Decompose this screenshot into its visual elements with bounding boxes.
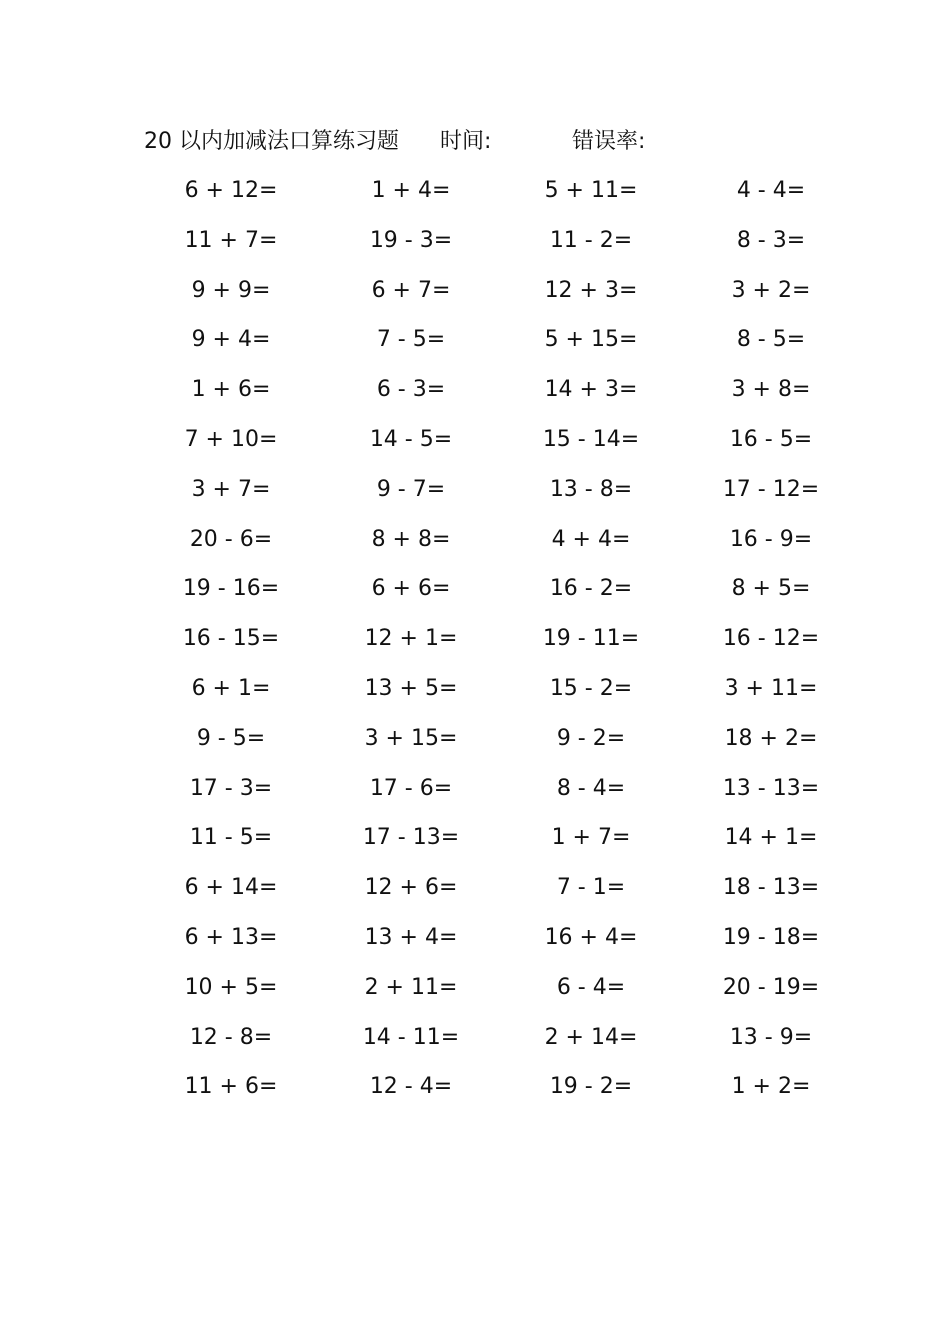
arithmetic-problem: 1 + 2= xyxy=(731,1074,811,1100)
arithmetic-problem: 20 - 6= xyxy=(189,526,273,552)
arithmetic-problem: 9 - 2= xyxy=(556,725,626,751)
problem-row xyxy=(140,971,820,1021)
problem-row xyxy=(140,1021,813,1071)
arithmetic-problem: 4 + 4= xyxy=(551,526,631,552)
arithmetic-problem: 6 - 4= xyxy=(556,974,626,1000)
problem-row xyxy=(140,622,820,672)
arithmetic-problem: 13 - 8= xyxy=(549,476,633,502)
arithmetic-problem: 15 - 14= xyxy=(542,426,640,452)
arithmetic-problem: 13 - 9= xyxy=(729,1024,813,1050)
problem-row xyxy=(140,174,806,224)
arithmetic-problem: 8 + 8= xyxy=(371,526,451,552)
arithmetic-problem: 8 - 4= xyxy=(556,775,626,801)
problem-row xyxy=(140,921,820,971)
arithmetic-problem: 14 + 1= xyxy=(724,825,818,851)
problem-row xyxy=(140,373,811,423)
arithmetic-problem: 11 + 7= xyxy=(184,227,278,253)
problem-row xyxy=(140,523,813,573)
arithmetic-problem: 15 - 2= xyxy=(549,675,633,701)
arithmetic-problem: 11 - 5= xyxy=(189,825,273,851)
arithmetic-problem: 18 + 2= xyxy=(724,725,818,751)
arithmetic-problem: 9 + 9= xyxy=(191,277,271,303)
arithmetic-problem: 12 - 4= xyxy=(369,1074,453,1100)
arithmetic-problem: 1 + 4= xyxy=(371,178,451,203)
problem-row xyxy=(140,274,811,324)
arithmetic-problem: 12 + 1= xyxy=(364,626,458,652)
problem-row xyxy=(140,224,806,274)
arithmetic-problem: 11 - 2= xyxy=(549,227,633,253)
problem-row xyxy=(140,672,818,722)
problem-row xyxy=(140,772,820,822)
arithmetic-problem: 19 - 2= xyxy=(549,1074,633,1100)
arithmetic-problem: 13 - 13= xyxy=(722,775,820,801)
arithmetic-problem: 16 - 15= xyxy=(182,626,280,652)
arithmetic-problem: 11 + 6= xyxy=(184,1074,278,1100)
arithmetic-problem: 12 + 3= xyxy=(544,277,638,303)
arithmetic-problem: 17 - 3= xyxy=(189,775,273,801)
problem-row xyxy=(140,323,806,373)
arithmetic-problem: 12 + 6= xyxy=(364,875,458,901)
arithmetic-problem: 6 + 1= xyxy=(191,675,271,701)
arithmetic-problem: 10 + 5= xyxy=(184,974,278,1000)
time-label: 时间: xyxy=(440,129,492,154)
arithmetic-problem: 19 - 3= xyxy=(369,227,453,253)
arithmetic-problem: 3 + 8= xyxy=(731,377,811,403)
arithmetic-problem: 2 + 11= xyxy=(364,974,458,1000)
arithmetic-problem: 19 - 18= xyxy=(722,924,820,950)
arithmetic-problem: 14 + 3= xyxy=(544,377,638,403)
arithmetic-problem: 3 + 2= xyxy=(731,277,811,303)
arithmetic-problem: 8 - 5= xyxy=(736,327,806,353)
arithmetic-problem: 16 - 5= xyxy=(729,426,813,452)
problem-row xyxy=(140,821,818,871)
arithmetic-problem: 16 - 12= xyxy=(722,626,820,652)
arithmetic-problem: 12 - 8= xyxy=(189,1024,273,1050)
arithmetic-problem: 7 - 1= xyxy=(556,875,626,901)
arithmetic-problem: 9 - 7= xyxy=(376,476,446,502)
arithmetic-problem: 9 + 4= xyxy=(191,327,271,353)
arithmetic-problem: 3 + 15= xyxy=(364,725,458,751)
arithmetic-problem: 3 + 11= xyxy=(724,675,818,701)
arithmetic-problem: 19 - 11= xyxy=(542,626,640,652)
arithmetic-problem: 7 - 5= xyxy=(376,327,446,353)
arithmetic-problem: 16 + 4= xyxy=(544,924,638,950)
arithmetic-problem: 6 + 13= xyxy=(184,924,278,950)
arithmetic-problem: 13 + 5= xyxy=(364,675,458,701)
arithmetic-problem: 1 + 7= xyxy=(551,825,631,851)
arithmetic-problem: 19 - 16= xyxy=(182,576,280,602)
arithmetic-problem: 3 + 7= xyxy=(191,476,271,502)
arithmetic-problem: 1 + 6= xyxy=(191,377,271,403)
arithmetic-problem: 16 - 9= xyxy=(729,526,813,552)
arithmetic-problem: 6 + 7= xyxy=(371,277,451,303)
worksheet-title: 20 以内加减法口算练习题 xyxy=(144,129,399,154)
arithmetic-problem: 14 - 5= xyxy=(369,426,453,452)
arithmetic-problem: 13 + 4= xyxy=(364,924,458,950)
problem-row xyxy=(140,473,820,523)
arithmetic-problem: 14 - 11= xyxy=(362,1024,460,1050)
arithmetic-problem: 6 - 3= xyxy=(376,377,446,403)
error-rate-label: 错误率: xyxy=(572,129,646,154)
arithmetic-problem: 6 + 12= xyxy=(184,178,278,203)
arithmetic-problem: 4 - 4= xyxy=(736,178,806,203)
arithmetic-problem: 18 - 13= xyxy=(722,875,820,901)
arithmetic-problem: 17 - 13= xyxy=(362,825,460,851)
problem-row xyxy=(140,572,811,622)
arithmetic-problem: 17 - 6= xyxy=(369,775,453,801)
problem-row xyxy=(140,722,818,772)
problem-row xyxy=(140,871,820,921)
problem-row xyxy=(140,1070,811,1120)
problem-grid xyxy=(140,174,820,1120)
arithmetic-problem: 6 + 6= xyxy=(371,576,451,602)
arithmetic-problem: 8 - 3= xyxy=(736,227,806,253)
arithmetic-problem: 5 + 15= xyxy=(544,327,638,353)
arithmetic-problem: 6 + 14= xyxy=(184,875,278,901)
problem-row xyxy=(140,423,813,473)
arithmetic-problem: 8 + 5= xyxy=(731,576,811,602)
arithmetic-problem: 9 - 5= xyxy=(196,725,266,751)
arithmetic-problem: 20 - 19= xyxy=(722,974,820,1000)
arithmetic-problem: 2 + 14= xyxy=(544,1024,638,1050)
arithmetic-problem: 17 - 12= xyxy=(722,476,820,502)
arithmetic-problem: 5 + 11= xyxy=(544,178,638,203)
arithmetic-problem: 16 - 2= xyxy=(549,576,633,602)
arithmetic-problem: 7 + 10= xyxy=(184,426,278,452)
